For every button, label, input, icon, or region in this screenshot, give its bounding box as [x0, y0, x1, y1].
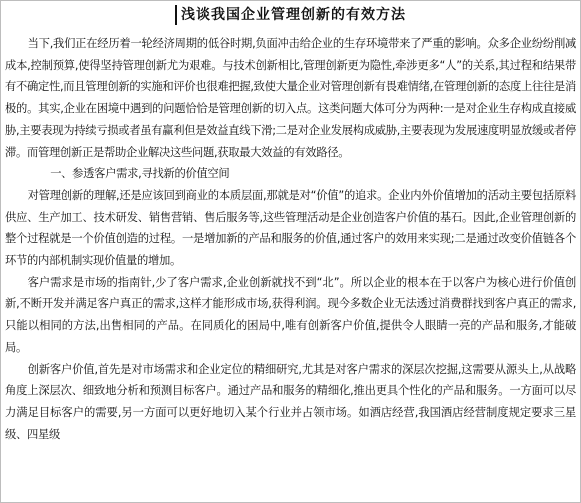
title-row	[1, 4, 580, 25]
article-title: 浅谈我国企业管理创新的有效方法	[175, 5, 406, 25]
paragraph-customer-demand: 客户需求是市场的指南针,少了客户需求,企业创新就找不到“北”。所以企业的根本在于以客户为核心进行价值创新,不断开发并满足客户真正的需求,这样才能形成市场,获得利润。现今多数企业无法透过消费群找到客户真正的需求,只能以相同的方法,出售相同的产品。在同质化的困局中,唯有创新客户价值,提供令人眼睛一亮的产品和服务,才能破局。	[5, 275, 576, 354]
section-heading-1: 一、参透客户需求,寻找新的价值空间	[50, 167, 230, 181]
paragraph-customer-value: 创新客户价值,首先是对市场需求和企业定位的精细研究,尤其是对客户需求的深层次挖掘,这需要从源头上,从战略角度上深层次、细致地分析和预测目标客户。通过产品和服务的精细化,推出更具个性化的产品和服务。一方面可以尽力满足目标客户的需要,另一方面可以更好地切入某个行业并占领市场。如酒店经营,我国酒店经营制度规定要求三星级、四星级	[5, 362, 576, 441]
paragraph-intro: 当下,我们正在经历着一轮经济周期的低谷时期,负面冲击给企业的生存环境带来了严重的影响。众多企业纷纷削减成本,控制预算,使得坚持管理创新尤为艰难。与技术创新相比,管理创新更为隐性,牵涉更多“人”的关系,其过程和结果带有不确定性,而且管理创新的实施和评价也很难把握,致使大量企业对管理创新有畏难情绪,在管理创新的态度上往往是消极的。其实,企业在困境中遇到的问题恰恰是管理创新的切入点。这类问题大体可分为两种:一是对企业生存构成直接威胁,主要表现为持续亏损或者虽有赢利但是效益直线下滑;二是对企业发展构成威胁,主要表现为发展速度明显放缓或者停滞。而管理创新正是帮助企业解决这些问题,获取最大效益的有效路径。	[5, 37, 576, 159]
paragraph-value: 对管理创新的理解,还是应该回到商业的本质层面,那就是对“价值”的追求。企业内外价值增加的活动主要包括原料供应、生产加工、技术研发、销售营销、售后服务等,这些管理活动是企业创造客户价值的基石。因此,企业管理创新的整个过程就是一个价值创造的过程。一是增加新的产品和服务的价值,通过客户的效用来实现;二是通过改变价值链各个环节的内部机制实现价值量的增加。	[5, 188, 576, 268]
article-body	[5, 33, 576, 445]
